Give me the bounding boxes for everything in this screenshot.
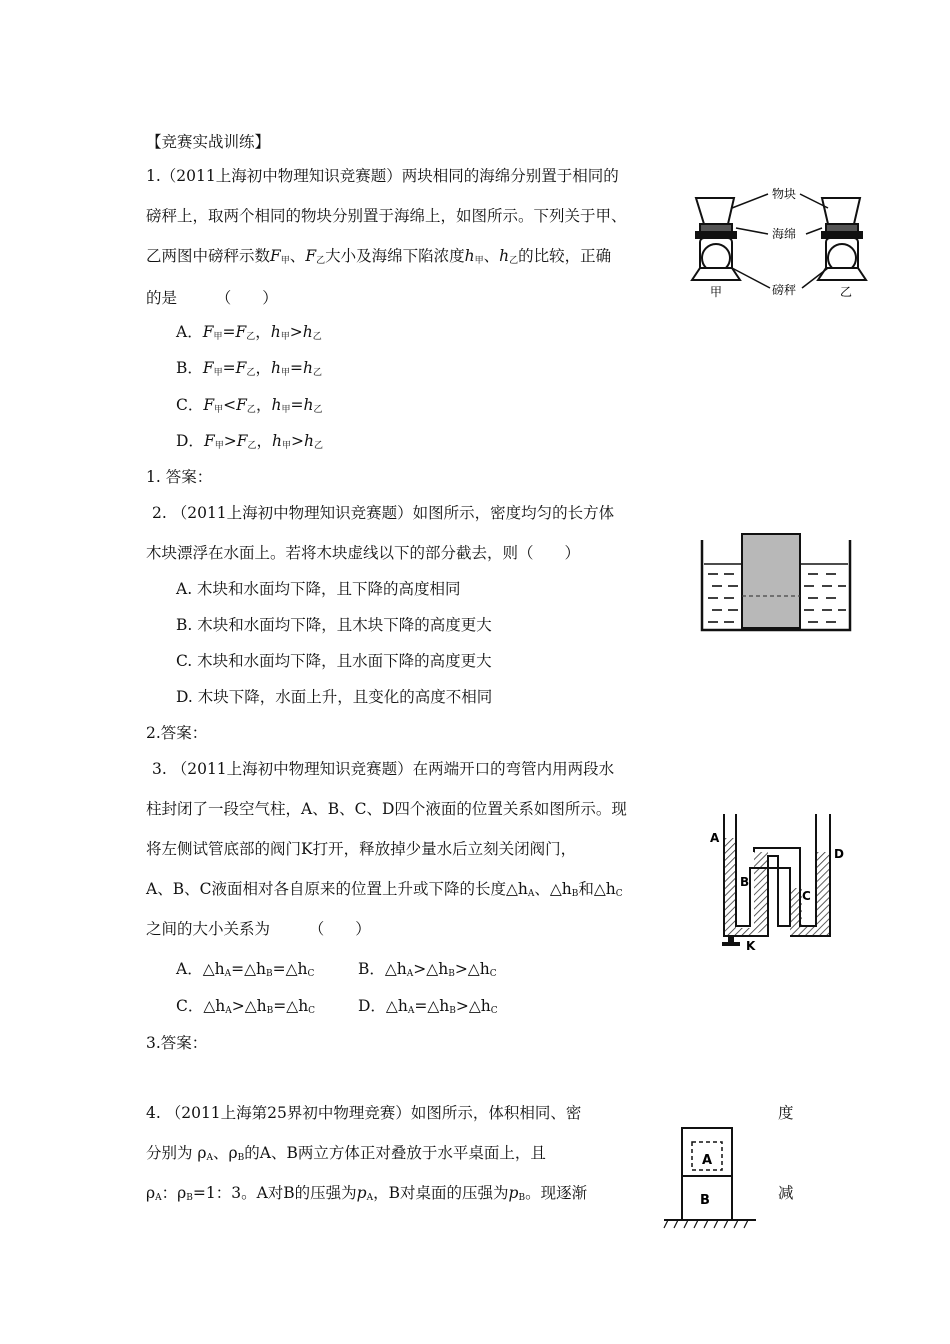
q4-line-2: 分别为 $\rho_A$、$\rho_B$的A、B两立方体正对叠放于水平桌面上，且: [146, 1144, 546, 1163]
right-sponge: [826, 224, 858, 232]
q1-answer: 1. 答案：: [146, 468, 213, 486]
label-c: C: [802, 889, 811, 903]
q1-figure-scales: [688, 172, 890, 302]
label-d: D: [834, 847, 844, 861]
q3-option-d: D．$\triangle h_A=\triangle h_B>\triangle h_C$: [358, 997, 498, 1016]
label-jia: 甲: [710, 285, 723, 299]
label-a: A: [710, 831, 720, 845]
q3-line-5: 之间的大小关系为 （ ）: [146, 920, 371, 938]
q4-line-1: 4. （2011上海第25界初中物理竞赛）如图所示，体积相同、密: [146, 1104, 582, 1122]
left-sponge: [700, 224, 732, 232]
q4-line-1-tail: 度: [778, 1104, 794, 1122]
q3-line-3: 将左侧试管底部的阀门K打开，释放掉少量水后立刻关闭阀门，: [146, 840, 577, 858]
q2-line-2: 木块漂浮在水面上。若将木块虚线以下的部分截去，则（ ）: [146, 544, 581, 562]
label-k: K: [746, 939, 756, 953]
q3-option-a: A．$\triangle h_A=\triangle h_B=\triangle h_C$: [176, 960, 315, 979]
q3-option-c: C．$\triangle h_A>\triangle h_B=\triangle h_C$: [176, 997, 316, 1016]
q1-option-a: A．$F_甲=F_乙$，$h_甲>h_乙$: [176, 323, 322, 342]
q1-option-d: D．$F_甲>F_乙$，$h_甲>h_乙$: [176, 432, 324, 451]
label-sponge: 海绵: [772, 227, 797, 241]
left-base: [692, 268, 740, 280]
q3-line-2: 柱封闭了一段空气柱，A、B、C、D四个液面的位置关系如图所示。现: [146, 800, 627, 818]
q3-line-4: A、B、C液面相对各自原来的位置上升或下降的长度$\triangle h_A$、$\triangle h_B$和$\triangle h_C$: [146, 880, 623, 899]
cube-a: [682, 1128, 732, 1176]
wood-block: [742, 534, 800, 628]
q4-line-3: $\rho_A$：$\rho_B=1$：3。A对B的压强为$p_A$，B对桌面的压强为$p_B$。现逐渐: [146, 1184, 588, 1203]
q1-line-2: 磅秤上，取两个相同的物块分别置于海绵上，如图所示。下列关于甲、: [146, 207, 627, 225]
q1-option-b: B．$F_甲=F_乙$，$h_甲=h_乙$: [176, 359, 322, 378]
q1-line-4: 的是 （ ）: [146, 289, 278, 307]
q1-option-c: C．$F_甲<F_乙$，$h_甲=h_乙$: [176, 396, 323, 415]
q1-line-3: 乙两图中磅秤示数$F_甲$、$F_乙$大小及海绵下陷浓度$h_甲$、$h_乙$的比较，正确: [146, 247, 612, 266]
q2-option-b: B. 木块和水面均下降，且木块下降的高度更大: [176, 616, 492, 634]
q3-figure-bent-tube: [706, 808, 852, 958]
q3-option-b: B．$\triangle h_A>\triangle h_B>\triangle h_C$: [358, 960, 497, 979]
q3-answer: 3.答案：: [146, 1034, 208, 1052]
q2-option-a: A. 木块和水面均下降，且下降的高度相同: [176, 580, 461, 598]
q2-option-d: D. 木块下降，水面上升，且变化的高度不相同: [176, 688, 493, 706]
q4-line-3-tail: 减: [778, 1184, 794, 1202]
right-block: [822, 198, 860, 224]
section-title: 【竞赛实战训练】: [146, 133, 271, 151]
left-block: [696, 198, 734, 224]
label-a: A: [702, 1153, 713, 1168]
q2-answer: 2.答案：: [146, 724, 208, 742]
q4-figure-stacked-cubes: [660, 1118, 764, 1232]
label-block: 物块: [772, 187, 797, 201]
valve: [722, 942, 740, 946]
label-scale: 磅秤: [772, 283, 797, 297]
q2-line-1: 2. （2011上海初中物理知识竞赛题）如图所示，密度均匀的长方体: [152, 504, 615, 522]
label-yi: 乙: [840, 285, 853, 299]
label-b: B: [700, 1193, 710, 1208]
label-b: B: [740, 875, 750, 889]
q2-figure-floating-block: [696, 530, 856, 638]
q3-line-1: 3. （2011上海初中物理知识竞赛题）在两端开口的弯管内用两段水: [152, 760, 615, 778]
q2-option-c: C. 木块和水面均下降，且水面下降的高度更大: [176, 652, 492, 670]
q1-line-1: 1.（2011上海初中物理知识竞赛题）两块相同的海绵分别置于相同的: [146, 167, 619, 185]
